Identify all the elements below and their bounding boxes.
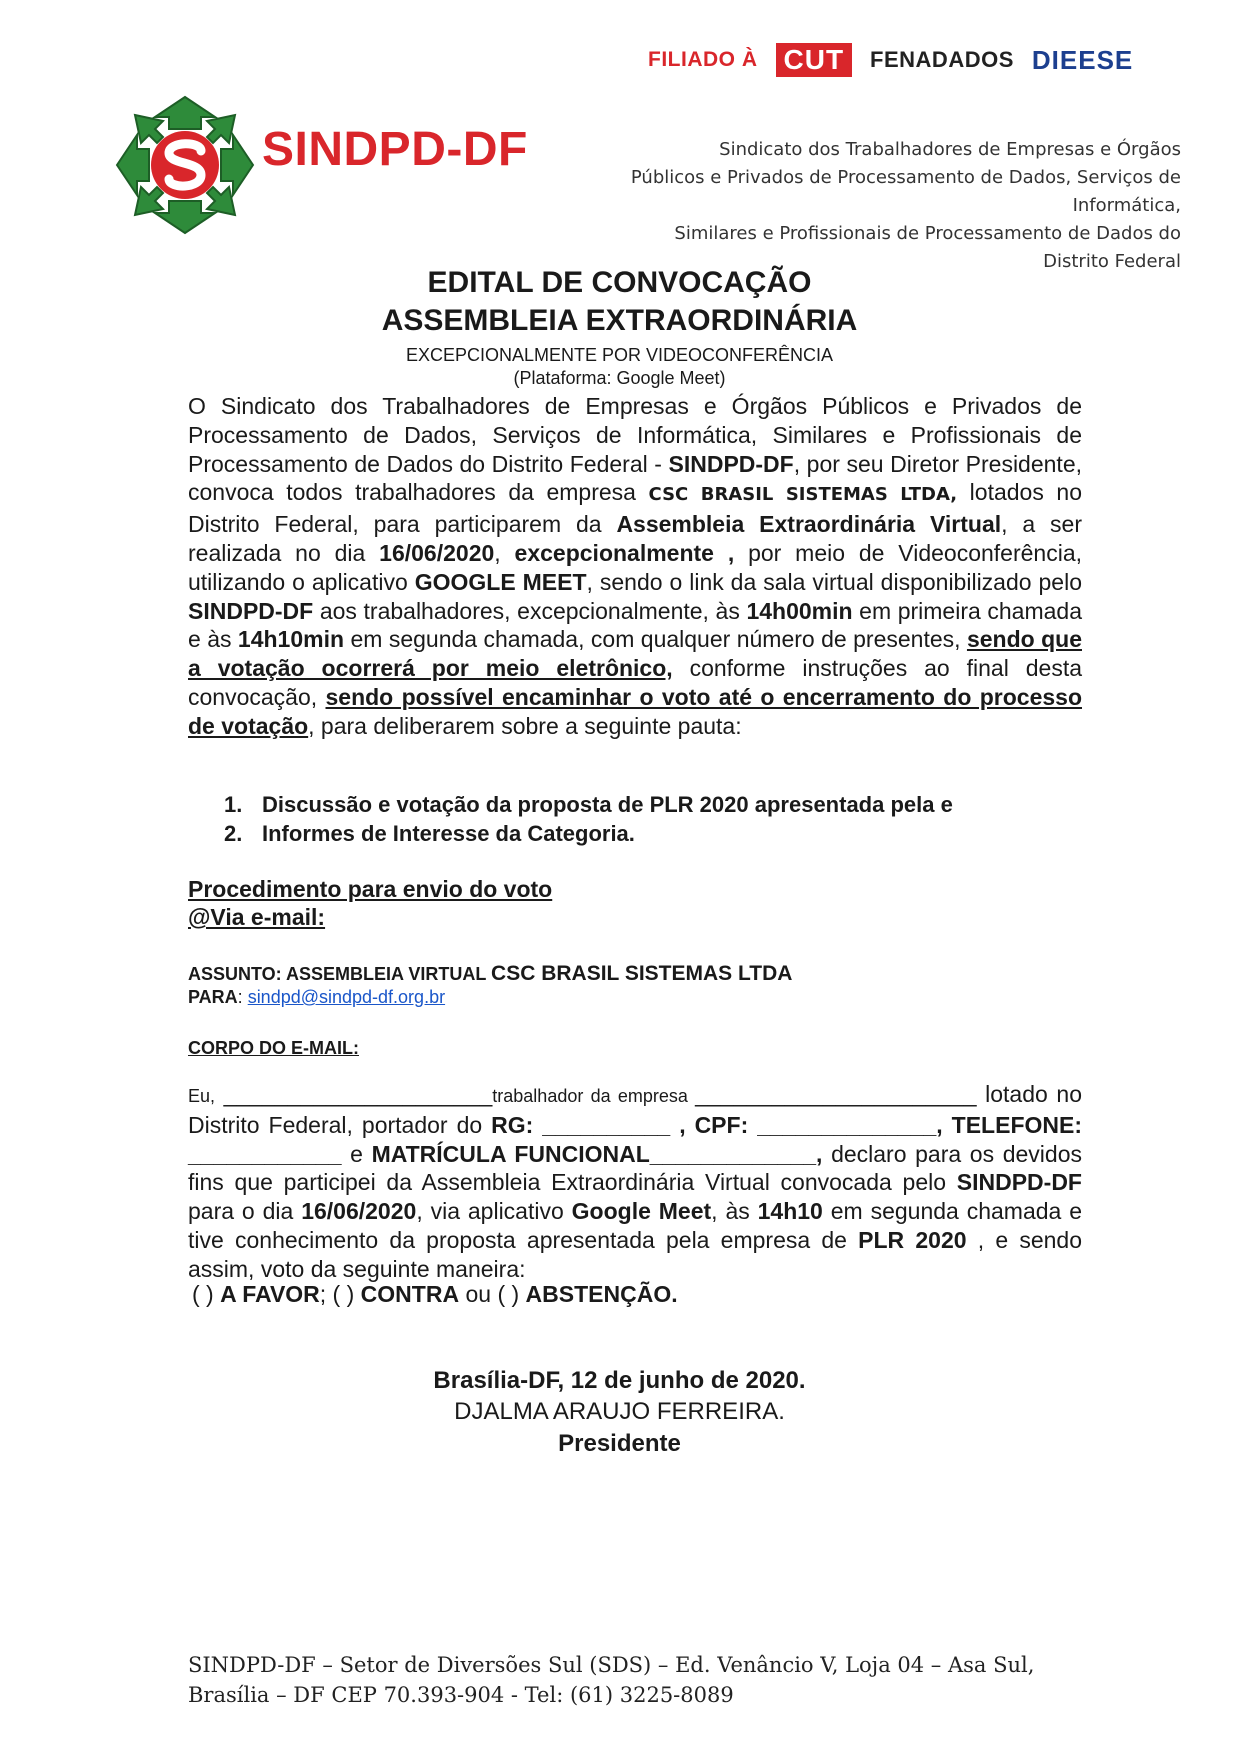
document-title: EDITAL DE CONVOCAÇÃO <box>427 266 812 299</box>
procedure-via: @Via e-mail: <box>188 904 326 930</box>
footer-address <box>188 1650 1034 1710</box>
email-body-heading: CORPO DO E-MAIL: <box>188 1038 359 1058</box>
vote-form-text: Eu, _____________________trabalhador da empresa ______________________ lotado no Distrito Federal, portador do RG: __________ , CPF: ______________, TELEFONE: ____________ e MATRÍCULA FUNCIONAL_____________, declaro para os devidos fins que participei da Assembleia Extraordinária Virtual convocada pelo SINDPD-DF para o dia 16/06/2020, via aplicativo Google Meet, às 14h10 em segunda chamada e tive conhecimento da proposta apresentada pela empresa de PLR 2020 , e sendo assim, voto da seguinte maneira: <box>188 1081 1083 1282</box>
vote-options: ( ) A FAVOR; ( ) CONTRA ou ( ) ABSTENÇÃO. <box>192 1281 678 1307</box>
convocation-paragraph: O Sindicato dos Trabalhadores de Empresas e Órgãos Públicos e Privados de Processamento de Dados, Serviços de Informática, Similares e Profissionais de Processamento de Dados do Distrito Federal - SINDPD-DF, por seu Diretor Presidente, convoca todos trabalhadores da empresa CSC BRASIL SISTEMAS LTDA, lotados no Distrito Federal, para participarem da Assembleia Extraordinária Virtual, a ser realizada no dia 16/06/2020, excepcionalmente , por meio de Videoconferência, utilizando o aplicativo GOOGLE MEET, sendo o link da sala virtual disponibilizado pelo SINDPD-DF aos trabalhadores, excepcionalmente, às 14h00min em primeira chamada e às 14h10min em segunda chamada, com qualquer número de presentes, sendo que a votação ocorrerá por meio eletrônico, conforme instruções ao final desta convocação, sendo possível encaminhar o voto até o encerramento do processo de votação, para deliberarem sobre a seguinte pauta: <box>188 393 1083 739</box>
cut-logo: CUT <box>776 43 853 77</box>
footer-line: SINDPD-DF – Setor de Diversões Sul (SDS) – Ed. Venâncio V, Loja 04 – Asa Sul, <box>188 1653 1035 1677</box>
dieese-logo: DIEESE <box>1031 44 1134 75</box>
agenda-item: 2. Informes de Interesse da Categoria. <box>224 821 635 846</box>
signature-date: Brasília-DF, 12 de junho de 2020. <box>433 1367 806 1394</box>
sindpd-logo-icon <box>115 95 255 235</box>
vote-favor: A FAVOR <box>220 1281 320 1307</box>
email-link[interactable]: sindpd@sindpd-df.org.br <box>247 987 446 1007</box>
agenda-list <box>224 790 953 848</box>
org-desc-line: Sindicato dos Trabalhadores de Empresas e Órgãos <box>719 139 1181 160</box>
email-subject: ASSUNTO: ASSEMBLEIA VIRTUAL CSC BRASIL SISTEMAS LTDA <box>188 962 793 985</box>
vote-abstencao: ABSTENÇÃO. <box>525 1281 678 1307</box>
org-desc-line: Públicos e Privados de Processamento de Dados, Serviços de Informática, <box>630 167 1181 216</box>
agenda-item: 1. Discussão e votação da proposta de PLR 2020 apresentada pela e <box>224 792 953 817</box>
document-subtitle: ASSEMBLEIA EXTRAORDINÁRIA <box>381 304 858 337</box>
procedure-heading: Procedimento para envio do voto <box>188 876 553 902</box>
org-desc-line: Similares e Profissionais de Processamento de Dados do Distrito Federal <box>674 223 1181 272</box>
fenadados-logo: FENADADOS <box>870 47 1014 72</box>
affiliation-label: FILIADO À <box>648 48 758 71</box>
signature-name: DJALMA ARAUJO FERREIRA. <box>454 1398 785 1425</box>
signature-role: Presidente <box>558 1430 681 1457</box>
email-recipient: PARA: sindpd@sindpd-df.org.br <box>188 987 446 1007</box>
meeting-platform: (Plataforma: Google Meet) <box>513 368 726 388</box>
affiliations-bar <box>648 40 1208 80</box>
organization-description <box>621 136 1181 276</box>
meeting-format: EXCEPCIONALMENTE POR VIDEOCONFERÊNCIA <box>405 345 834 365</box>
vote-contra: CONTRA <box>360 1281 460 1307</box>
sindpd-logo-text: SINDPD-DF <box>262 123 528 176</box>
footer-line: Brasília – DF CEP 70.393-904 - Tel: (61) 3225-8089 <box>188 1683 734 1707</box>
